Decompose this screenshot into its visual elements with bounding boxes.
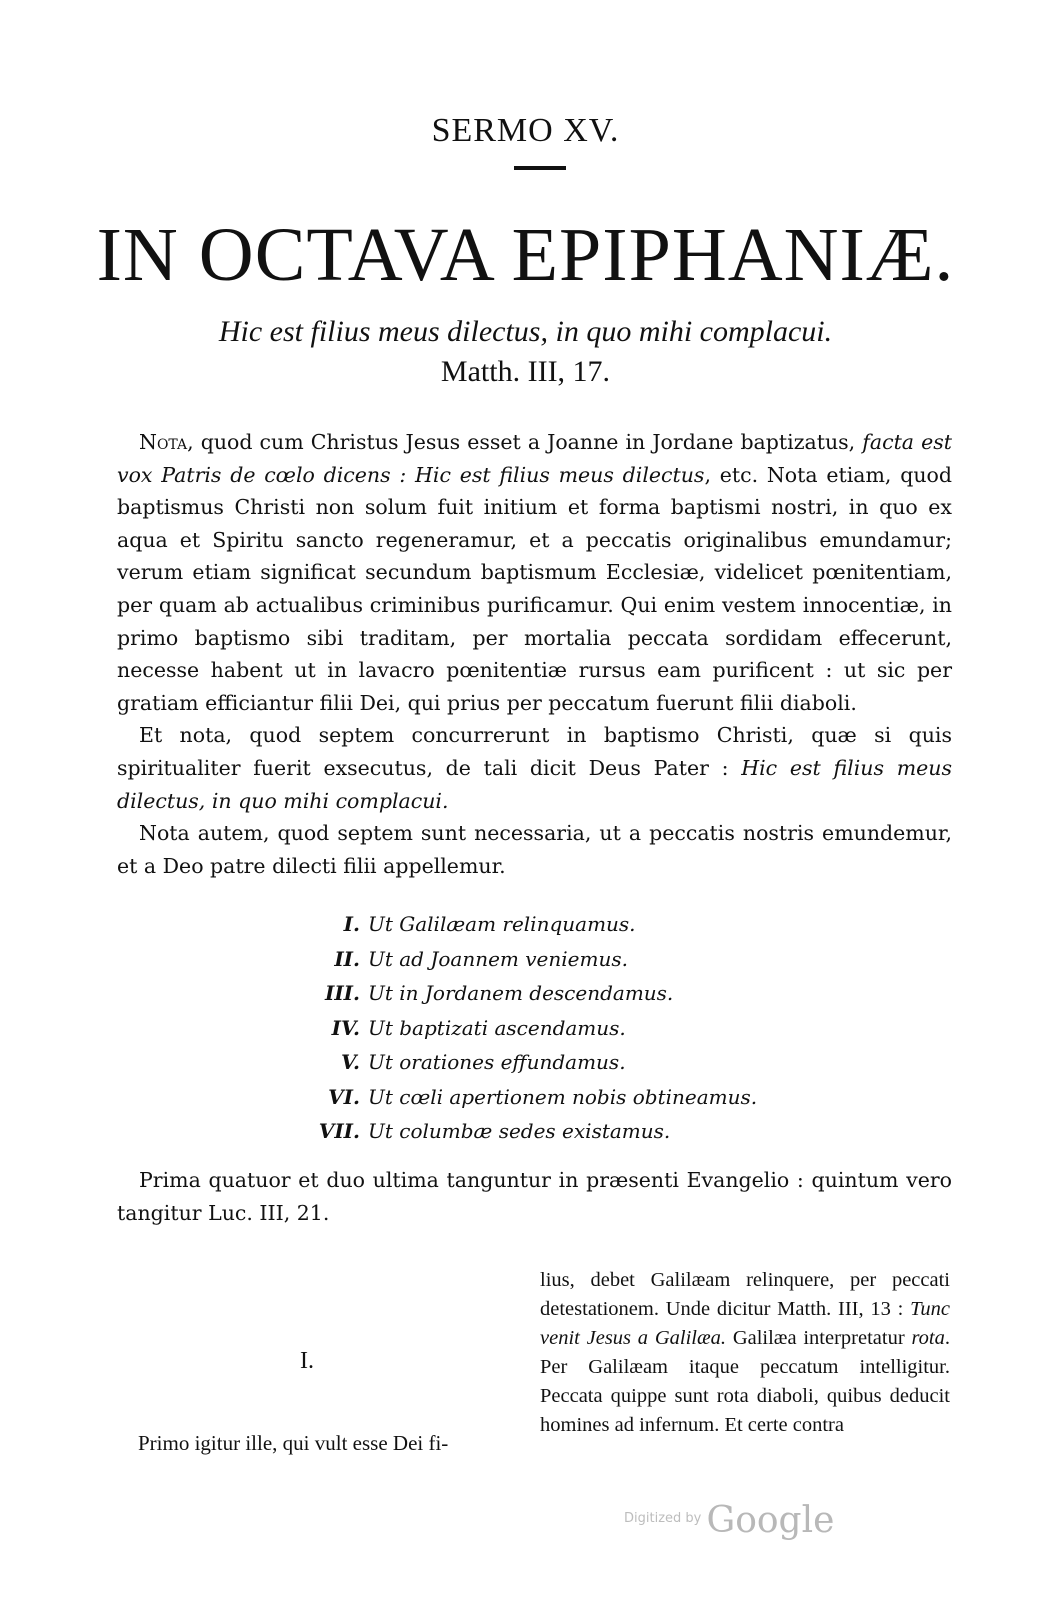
section-number: I. xyxy=(300,1348,314,1374)
list-text: Ut baptizati ascendamus. xyxy=(368,1015,626,1040)
list-number: VI. xyxy=(328,1084,360,1109)
epigraph-verse: Hic est filius meus dilectus, in quo mihi complacui. xyxy=(218,315,833,348)
list-item xyxy=(250,1045,770,1080)
list-text: Ut cœli apertionem nobis obtineamus. xyxy=(368,1084,758,1109)
title-rule xyxy=(514,166,566,170)
list-number: III. xyxy=(324,981,360,1005)
sermon-number: SERMO XV. xyxy=(431,112,620,149)
column-text: . Per Galilæam itaque peccatum intelligitur. Peccata quippe sunt rota diaboli, quibus deducit homines ad infernum. Et certe contra xyxy=(540,1327,950,1436)
paragraph-1 xyxy=(117,426,952,719)
main-text xyxy=(117,426,952,882)
list-item xyxy=(250,1080,770,1115)
sermon-title: IN OCTAVA EPIPHANIÆ. xyxy=(96,213,955,297)
list-number: II. xyxy=(334,946,360,971)
paragraph-text: , quod cum Christus Jesus esset a Joanne in Jordane baptizatus, xyxy=(187,430,863,454)
list-number: V. xyxy=(341,1050,360,1074)
paragraph-3: Nota autem, quod septem sunt necessaria, ut a peccatis nostris emundemur, et a Deo patre dilecti filii appellemur. xyxy=(117,821,952,878)
column-quote: Tunc venit Jesus a Galilæa. xyxy=(540,1298,950,1349)
paragraph-text: , etc. Nota etiam, quod baptismus Christi non solum fuit initium et forma baptismi nostri, in quo ex aqua et Spiritu sancto regeneramur, et a peccatis originalibus emundamur; verum etiam significat secundum baptismum Ecclesiæ, videlicet pœnitentiam, per quam ab actualibus criminibus purificamur. Qui enim vestem innocentiæ, in primo baptismo sibi traditam, per mortalia peccata sordidam effecerunt, necesse habent ut in lavacro pœnitentiæ rursus eam purificent : ut sic per gratiam efficiantur filii Dei, qui prius per peccatum fuerunt filii diaboli. xyxy=(117,462,952,715)
list-text: Ut in Jordanem descendamus. xyxy=(368,981,674,1005)
column-text: lius, debet Galilæam relinquere, per peccati detestationem. Unde dicitur Matth. III, 13 : xyxy=(540,1269,950,1320)
list-item xyxy=(250,1114,770,1149)
epigraph-reference: Matth. III, 17. xyxy=(440,355,611,388)
section-right-column xyxy=(540,1266,950,1440)
list-number: IV. xyxy=(331,1015,360,1040)
column-quote: rota xyxy=(911,1327,945,1349)
seven-points-list xyxy=(250,907,770,1149)
paragraph-text: Et nota, quod septem concurrerunt in baptismo Christi, quæ si quis spiritualiter fuerit exsecutus, de tali dicit Deus Pater : xyxy=(117,723,952,780)
list-item xyxy=(250,907,770,942)
paragraph-quote: Hic est filius meus dilectus, in quo mihi complacui. xyxy=(117,755,952,813)
column-text: Galilæa interpretatur xyxy=(726,1327,912,1349)
section-left-column: Primo igitur ille, qui vult esse Dei fi- xyxy=(138,1431,449,1455)
list-number: I. xyxy=(343,912,360,936)
google-logo: Google xyxy=(706,1500,835,1541)
after-list-paragraph: Prima quatuor et duo ultima tanguntur in præsenti Evangelio : quintum vero tangitur Luc. III, 21. xyxy=(117,1168,952,1225)
paragraph-quote: facta est vox Patris de cœlo dicens : Hic est filius meus dilectus xyxy=(117,430,952,487)
list-number: VII. xyxy=(318,1119,360,1143)
watermark-small-text: Digitized by xyxy=(624,1511,702,1526)
list-item xyxy=(250,942,770,977)
list-text: Ut orationes effundamus. xyxy=(368,1050,626,1074)
list-item xyxy=(250,976,770,1011)
list-text: Ut ad Joannem veniemus. xyxy=(368,946,628,971)
list-text: Ut Galilæam relinquamus. xyxy=(368,912,636,936)
list-item xyxy=(250,1011,770,1046)
digitized-watermark xyxy=(624,1500,834,1541)
list-text: Ut columbæ sedes existamus. xyxy=(368,1119,671,1143)
nota-word: Nota xyxy=(139,430,188,454)
paragraph-2 xyxy=(117,719,952,817)
